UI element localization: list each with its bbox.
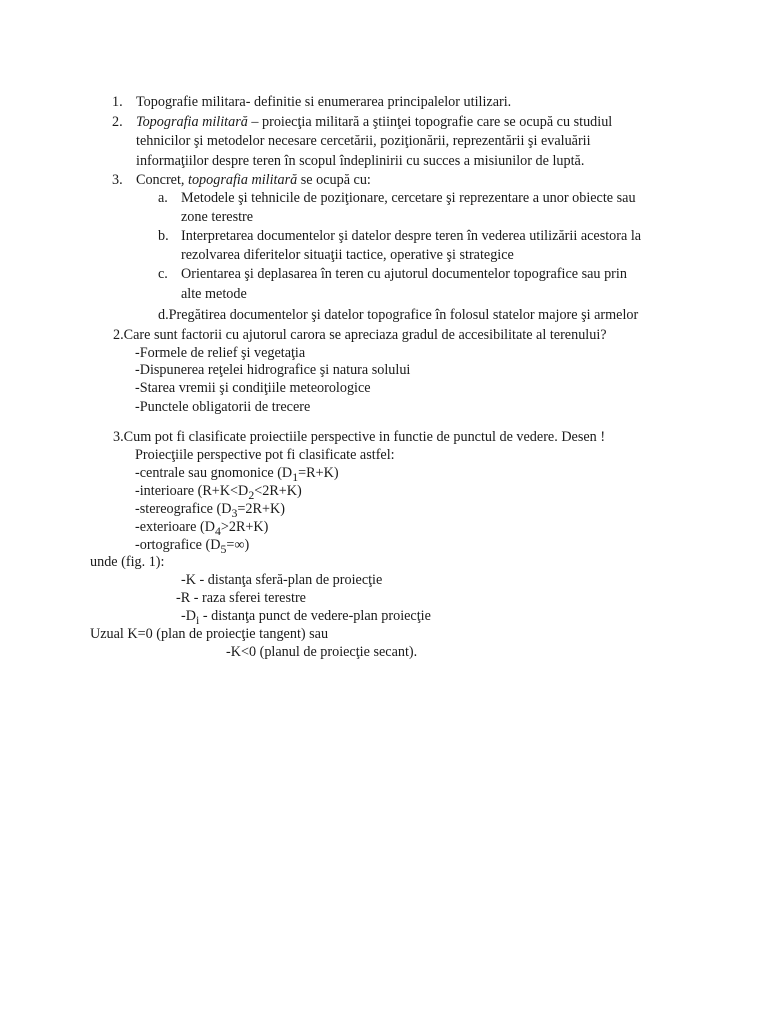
sublist-item-text: zone terestre bbox=[181, 209, 254, 225]
sublist-item-text: Interpretarea documentelor şi datelor despre teren în vederea utilizării acestora la bbox=[181, 228, 642, 244]
sublist-letter: b. bbox=[158, 228, 169, 244]
question-heading: 2.Care sunt factorii cu ajutorul carora se apreciaza gradul de accesibilitate al terenului? bbox=[113, 327, 607, 343]
list-item-text: Topografia militară – proiecţia militară a ştiinţei topografie care se ocupă cu studiul bbox=[136, 114, 613, 130]
paragraph-text: Uzual K=0 (plan de proiecţie tangent) sau bbox=[90, 626, 329, 642]
sublist-letter: c. bbox=[158, 266, 168, 282]
sublist-letter: a. bbox=[158, 190, 168, 206]
definition-text: -K - distanţa sferă-plan de proiecţie bbox=[181, 572, 383, 588]
sublist-item-text: Metodele şi tehnicile de poziţionare, cercetare şi reprezentare a unor obiecte sau bbox=[181, 190, 636, 206]
list-item-text: -ortografice $(D_5=\infty)$ bbox=[135, 537, 250, 556]
list-item-text: -exterioare $(D_4>2R+K)$ bbox=[135, 519, 269, 538]
definition-text: -R - raza sferei terestre bbox=[176, 590, 306, 606]
list-number: 2. bbox=[112, 114, 123, 130]
list-number: 3. bbox=[112, 172, 123, 188]
term-italic: Topografia militară bbox=[136, 114, 248, 130]
sublist-item-text: alte metode bbox=[181, 286, 247, 302]
paragraph-text: unde (fig. 1): bbox=[90, 554, 165, 570]
list-item-text: -centrale sau gnomonice $(D_1=R+K)$ bbox=[135, 465, 339, 484]
list-item-text: Concret, topografia militară se ocupă cu: bbox=[136, 172, 371, 188]
definition-text: $-D_i$ - distanţa punct de vedere-plan proiecţie bbox=[181, 608, 431, 627]
question-heading: 3.Cum pot fi clasificate proiectiile perspective in functie de punctul de vedere. Desen ! bbox=[113, 429, 606, 445]
list-item-text: informaţiilor despre teren în scopul îndeplinirii cu succes a misiunilor de luptă. bbox=[136, 153, 585, 169]
list-item-text: tehnicilor şi metodelor necesare cercetării, poziţionării, reprezentării şi evaluării bbox=[136, 133, 591, 149]
list-item-text: -Dispunerea reţelei hidrografice şi natura solului bbox=[135, 362, 411, 378]
list-item-text: -Punctele obligatorii de trecere bbox=[135, 399, 311, 415]
list-number: 1. bbox=[112, 94, 123, 110]
list-item-text: -Starea vremii şi condiţiile meteorologice bbox=[135, 380, 371, 396]
paragraph-text: -K<0 (planul de proiecţie secant). bbox=[226, 644, 418, 660]
term-italic: topografia militară bbox=[188, 172, 298, 188]
sublist-item-text: Orientarea şi deplasarea în teren cu ajutorul documentelor topografice sau prin bbox=[181, 266, 627, 282]
paragraph-text: Proiecţiile perspective pot fi clasificate astfel: bbox=[135, 447, 395, 463]
sublist-item-text: d.Pregătirea documentelor şi datelor topografice în folosul statelor majore şi armelor bbox=[158, 307, 639, 323]
sublist-item-text: rezolvarea diferitelor situaţii tactice, operative şi strategice bbox=[181, 247, 514, 263]
list-item-text: -stereografice $(D_3=2R+K)$ bbox=[135, 501, 285, 520]
list-item-text: Topografie militara- definitie si enumerarea principalelor utilizari. bbox=[136, 94, 512, 110]
list-item-text: -Formele de relief şi vegetaţia bbox=[135, 345, 306, 361]
list-item-text: -interioare $(R+K<D_2<2R+K)$ bbox=[135, 483, 302, 502]
